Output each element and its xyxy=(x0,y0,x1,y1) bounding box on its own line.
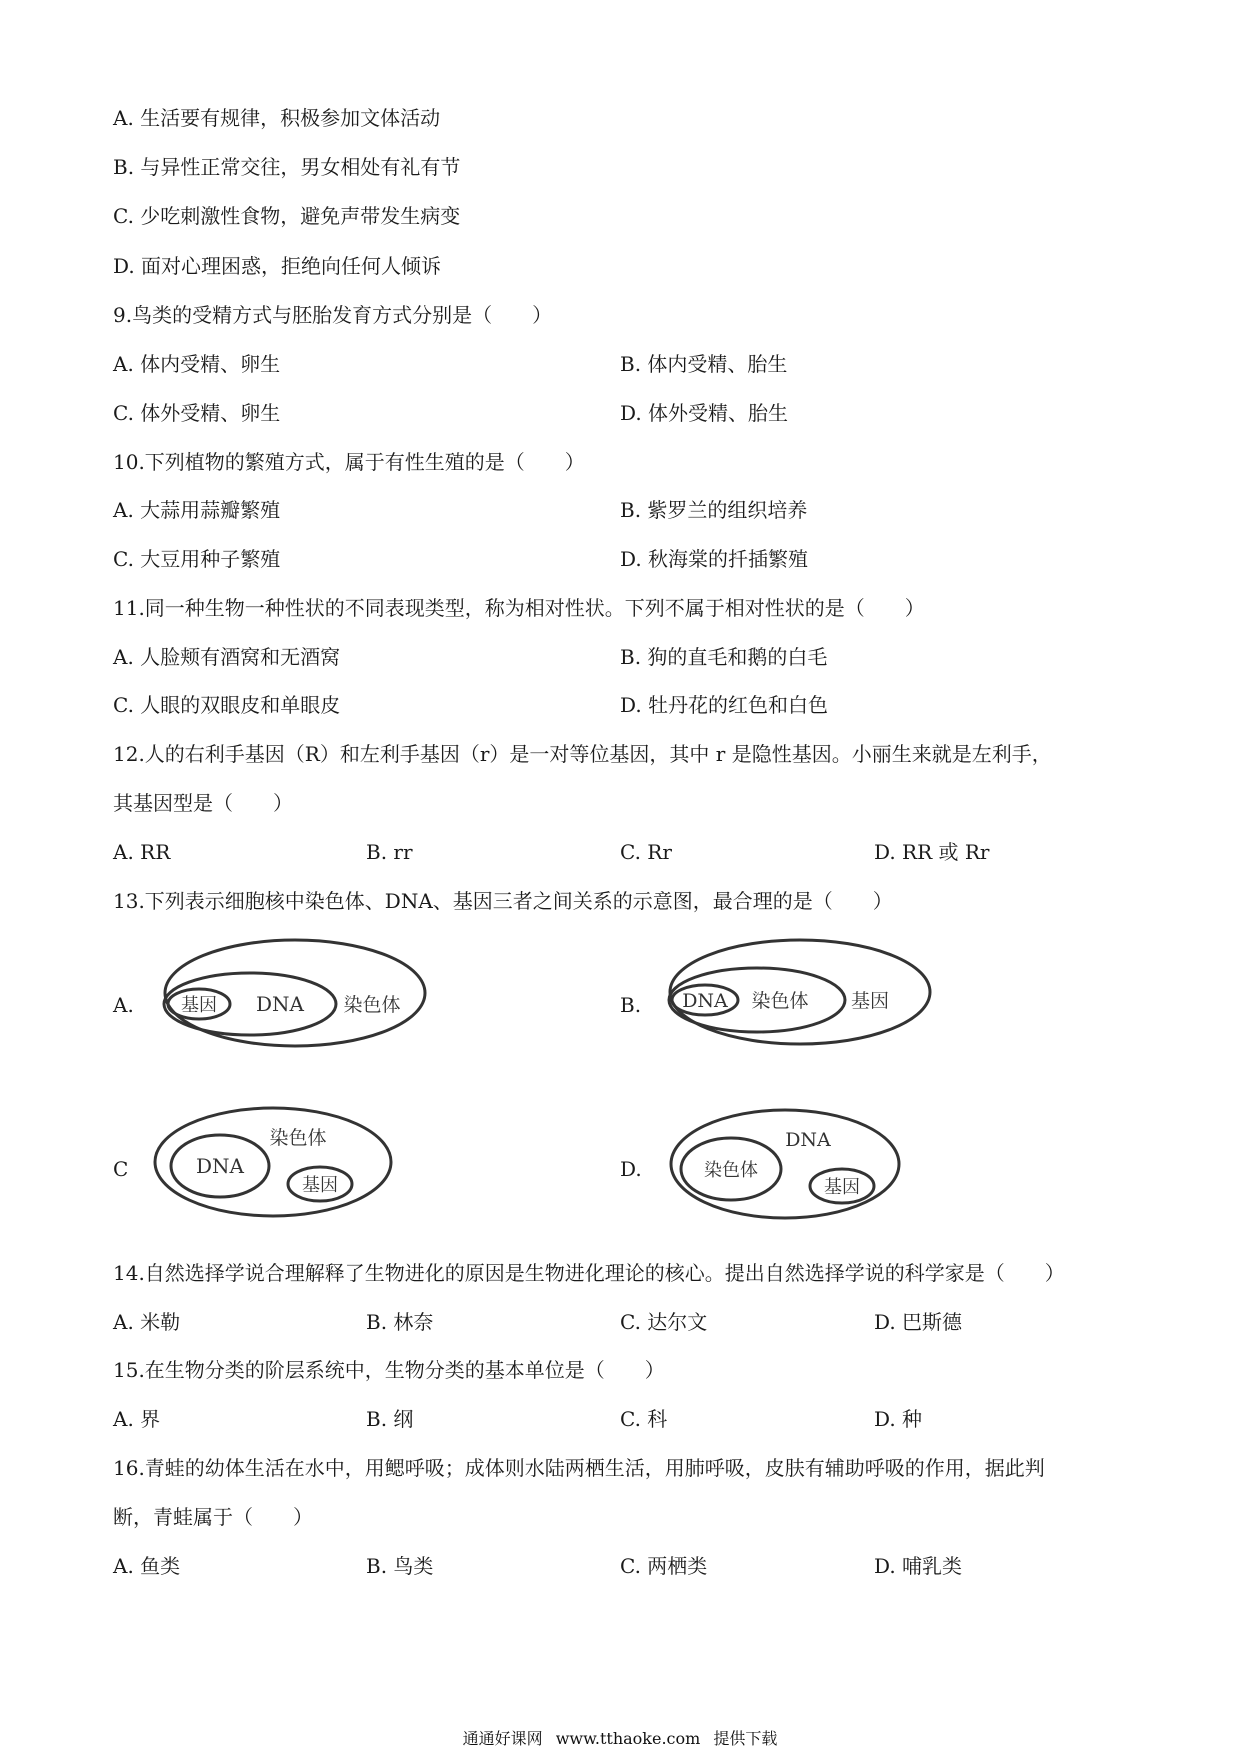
q14-option-b: B. 林奈 xyxy=(366,1310,434,1334)
q15-stem: 15.在生物分类的阶层系统中，生物分类的基本单位是（ ） xyxy=(113,1358,665,1382)
q16-option-b: B. 鸟类 xyxy=(366,1554,434,1578)
q8-option-c: C. 少吃刺激性食物，避免声带发生病变 xyxy=(113,204,461,228)
q10-option-c: C. 大豆用种子繁殖 xyxy=(113,547,281,571)
q11-option-a: A. 人脸颊有酒窝和无酒窝 xyxy=(113,645,341,669)
diagram-d-chromosome: 染色体 xyxy=(704,1160,758,1181)
q9-option-a: A. 体内受精、卵生 xyxy=(113,352,281,376)
q13-label-d: D. xyxy=(620,1157,642,1181)
q11-option-b: B. 狗的直毛和鹅的白毛 xyxy=(620,645,828,669)
q9-option-d: D. 体外受精、胎生 xyxy=(620,401,789,425)
q16-option-d: D. 哺乳类 xyxy=(874,1554,963,1578)
diagram-c-dna: DNA xyxy=(196,1154,244,1178)
q12-stem-line2: 其基因型是（ ） xyxy=(113,791,293,815)
diagram-c-gene: 基因 xyxy=(302,1175,338,1196)
q8-option-a: A. 生活要有规律，积极参加文体活动 xyxy=(113,106,441,130)
q9-option-c: C. 体外受精、卵生 xyxy=(113,401,281,425)
diagram-b-dna: DNA xyxy=(682,990,728,1012)
diagram-c-chromosome: 染色体 xyxy=(269,1127,327,1149)
q13-label-a: A. xyxy=(113,993,134,1017)
q14-stem: 14.自然选择学说合理解释了生物进化的原因是生物进化理论的核心。提出自然选择学说的科学家是（ ） xyxy=(113,1261,1065,1285)
q13-diagram-d xyxy=(665,1100,915,1225)
q13-stem: 13.下列表示细胞核中染色体、DNA、基因三者之间关系的示意图，最合理的是（ ） xyxy=(113,889,893,913)
q16-option-c: C. 两栖类 xyxy=(620,1554,708,1578)
q16-option-a: A. 鱼类 xyxy=(113,1554,181,1578)
q10-option-b: B. 紫罗兰的组织培养 xyxy=(620,498,808,522)
q13-diagram-c xyxy=(150,1100,400,1225)
q11-option-c: C. 人眼的双眼皮和单眼皮 xyxy=(113,693,341,717)
q11-option-d: D. 牡丹花的红色和白色 xyxy=(620,693,829,717)
diagram-a-dna: DNA xyxy=(256,992,304,1016)
q13-diagram-a xyxy=(160,935,430,1050)
q15-option-d: D. 种 xyxy=(874,1407,923,1431)
footer-url[interactable]: www.tthaoke.com xyxy=(555,1729,701,1748)
q12-option-a: A. RR xyxy=(113,840,171,864)
q15-option-a: A. 界 xyxy=(113,1407,161,1431)
q11-stem: 11.同一种生物一种性状的不同表现类型，称为相对性状。下列不属于相对性状的是（ ） xyxy=(113,596,925,620)
page-footer xyxy=(0,1729,1240,1749)
q12-stem-line1: 12.人的右利手基因（R）和左利手基因（r）是一对等位基因，其中 r 是隐性基因。小丽生来就是左利手， xyxy=(113,742,1052,766)
diagram-d-dna: DNA xyxy=(785,1129,831,1151)
footer-tail: 提供下载 xyxy=(713,1729,778,1748)
diagram-b-chromosome: 染色体 xyxy=(751,990,809,1012)
q15-option-c: C. 科 xyxy=(620,1407,668,1431)
q9-option-b: B. 体内受精、胎生 xyxy=(620,352,788,376)
q10-stem: 10.下列植物的繁殖方式，属于有性生殖的是（ ） xyxy=(113,450,585,474)
diagram-b-gene: 基因 xyxy=(850,990,890,1012)
q16-stem-line1: 16.青蛙的幼体生活在水中，用鳃呼吸；成体则水陆两栖生活，用肺呼吸，皮肤有辅助呼吸的作用，据此判 xyxy=(113,1456,1045,1480)
q8-option-b: B. 与异性正常交往，男女相处有礼有节 xyxy=(113,155,461,179)
q16-stem-line2: 断，青蛙属于（ ） xyxy=(113,1505,313,1529)
q10-option-a: A. 大蒜用蒜瓣繁殖 xyxy=(113,498,281,522)
q14-option-c: C. 达尔文 xyxy=(620,1310,708,1334)
q13-label-c: C xyxy=(113,1157,129,1181)
q14-option-a: A. 米勒 xyxy=(113,1310,181,1334)
q12-option-d: D. RR 或 Rr xyxy=(874,840,990,864)
diagram-a-gene: 基因 xyxy=(181,995,217,1016)
footer-site-name: 通通好课网 xyxy=(462,1729,543,1748)
diagram-a-chromosome: 染色体 xyxy=(343,994,401,1016)
q10-option-d: D. 秋海棠的扦插繁殖 xyxy=(620,547,809,571)
q14-option-d: D. 巴斯德 xyxy=(874,1310,963,1334)
diagram-d-gene: 基因 xyxy=(824,1177,860,1198)
q8-option-d: D. 面对心理困惑，拒绝向任何人倾诉 xyxy=(113,254,442,278)
q12-option-c: C. Rr xyxy=(620,840,672,864)
q12-option-b: B. rr xyxy=(366,840,413,864)
q15-option-b: B. 纲 xyxy=(366,1407,414,1431)
q13-diagram-b xyxy=(665,935,935,1050)
q9-stem: 9.鸟类的受精方式与胚胎发育方式分别是（ ） xyxy=(113,303,553,327)
q13-label-b: B. xyxy=(620,993,642,1017)
